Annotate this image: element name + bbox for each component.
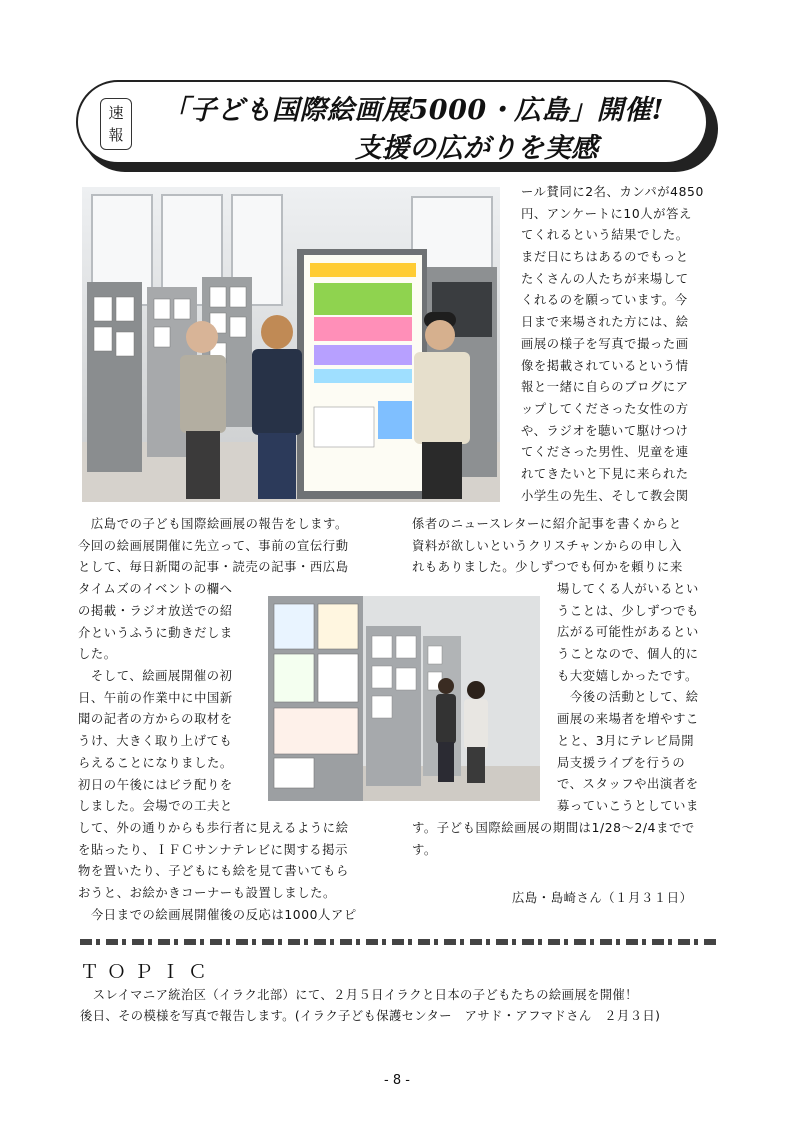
article-line: 今回の絵画展開催に先立って、事前の宣伝行動 (78, 538, 349, 553)
page-number: - 8 - (384, 1073, 410, 1088)
article-line: 係者のニュースレターに紹介記事を書くからと (412, 517, 682, 531)
article-line: うことは、少しずつでも (557, 603, 699, 618)
article-line: 像を掲載されているという情 (521, 358, 689, 373)
article-line: くれるのを願っています。今 (521, 293, 688, 308)
article-line: 画展の来場者を増やすこ (557, 712, 699, 727)
article-line: す。 (412, 842, 437, 857)
section-divider (80, 939, 716, 945)
topic-body (80, 985, 660, 1027)
article-line: 報と一緒に自らのブログにア (521, 380, 689, 395)
article-left-bottom (78, 818, 357, 926)
article-line: 聞の記者の方からの取材を (78, 712, 233, 727)
article-line: ップしてくださった女性の方 (521, 401, 689, 416)
article-line: で、スタッフや出演者を (557, 777, 699, 792)
article-line: うことなので、個人的に (557, 647, 699, 662)
article-line: 局支援ライブを行うの (557, 755, 686, 770)
badge-char-2: 報 (108, 126, 124, 144)
article-line: 物を置いたり、子どもにも絵を見て書いてもら (78, 864, 349, 879)
article-line: を貼ったり、ＩＦＣサンナテレビに関する掲示 (78, 842, 348, 857)
article-line: して、外の通りからも歩行者に見えるように絵 (78, 821, 349, 835)
article-right-bottom (412, 818, 695, 861)
article-line: 資料が欲しいというクリスチャンからの申し入 (412, 538, 682, 553)
article-line: す。子ども国際絵画展の期間は1/28～2/4までで (412, 821, 695, 835)
article-left-mid (78, 514, 349, 601)
article-line: の掲載・ラジオ放送での紹 (78, 604, 233, 618)
badge-char-1: 速 (108, 104, 124, 122)
article-line: ール賛同に2名、カンパが4850 (521, 185, 704, 199)
article-left-wrap (78, 601, 233, 818)
article-line: として、毎日新聞の記事・読売の記事・西広島 (78, 560, 349, 575)
article-line: 日、午前の作業中に中国新 (78, 690, 233, 705)
topic-heading: ＴＯＰＩＣ (80, 961, 216, 983)
article-line: しました。会場での工夫と (78, 799, 233, 814)
breaking-news-badge (100, 98, 132, 150)
article-line: タイムズのイベントの欄へ (78, 582, 233, 597)
article-line: そして、絵画展開催の初 (78, 669, 233, 684)
article-signature: 広島・島崎さん（１月３１日） (512, 891, 693, 905)
article-line: 広島での子ども国際絵画展の報告をします。 (78, 517, 348, 531)
article-line: れてきたいと下見に来られた (521, 466, 689, 481)
article-right-wrap (557, 579, 699, 818)
article-line: まだ日にちはあるのでもっと (521, 250, 689, 265)
article-line: 今後の活動として、絵 (557, 690, 699, 705)
article-line: 画展の様子を写真で撮った画 (521, 336, 689, 351)
article-line: 介というふうに動きだしま (78, 625, 233, 640)
article-right-mid (412, 514, 683, 579)
article-line: たくさんの人たちが来場して (521, 271, 689, 286)
topic-line: 後日、その模様を写真で報告します。(イラク子ども保護センター アサド・アフマドさん ２月３日) (80, 1009, 661, 1023)
exhibition-photo-hall (268, 596, 540, 801)
topic-line: スレイマニア統治区（イラク北部）にて、２月５日イラクと日本の子どもたちの絵画展を開催！ (80, 988, 638, 1002)
exhibition-photo-hall-illustration (268, 596, 540, 801)
article-line: 募っていこうとしていま (557, 798, 699, 813)
article-line: 小学生の先生、そして教会関 (521, 488, 689, 503)
article-line: 今日までの絵画展開催後の反応は1000人アピ (78, 907, 357, 922)
article-line: も大変嬉しかったです。 (557, 668, 698, 683)
article-line: 日まで来場された方には、絵 (521, 315, 689, 330)
article-line: 広がる可能性があるとい (557, 625, 699, 640)
article-line: らえることになりました。 (78, 755, 233, 770)
article-line: おうと、お絵かきコーナーも設置しました。 (78, 886, 336, 901)
article-line: や、ラジオを聴いて駆けつけ (521, 423, 689, 438)
article-line: 初日の午後にはビラ配りを (78, 777, 233, 792)
article-line: した。 (78, 647, 117, 662)
article-right-top (521, 182, 704, 507)
article-line: れもありました。少しずつでも何かを頼りに来 (412, 560, 683, 575)
headline-line-2: 支援の広がりを実感 (355, 133, 598, 164)
article-line: てくれるという結果でした。 (521, 228, 689, 243)
article-line: うけ、大きく取り上げても (78, 734, 233, 749)
headline-line-1: 「子ども国際絵画展5000・広島」開催! (162, 95, 664, 126)
article-line: 場してくる人がいるとい (557, 582, 699, 596)
exhibition-photo-visitors (82, 187, 500, 502)
exhibition-photo-visitors-illustration (82, 187, 500, 502)
article-line: とと、3月にテレビ局開 (557, 733, 695, 748)
article-line: てくださった男性、児童を連 (521, 445, 689, 460)
article-line: 円、アンケートに10人が答え (521, 206, 692, 221)
